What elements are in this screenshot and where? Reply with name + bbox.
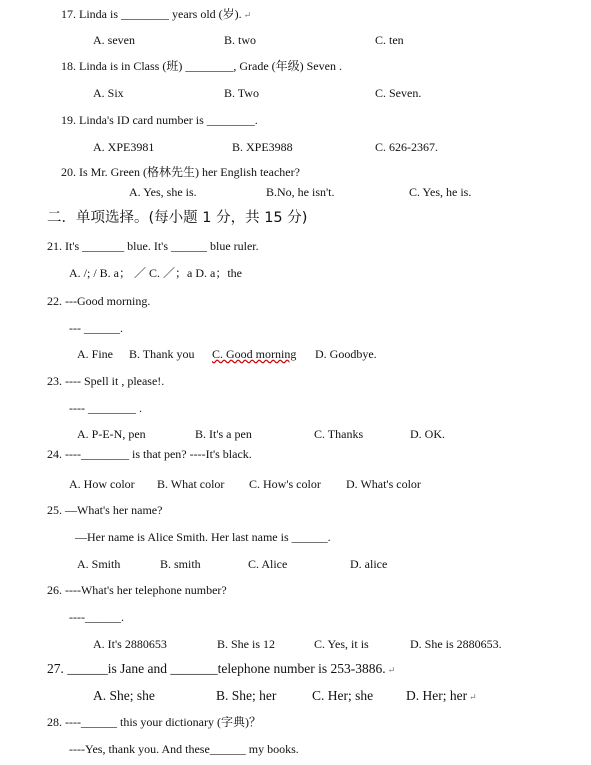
section-heading: 二．单项选择。(每小题 1 分，共 15 分): [47, 210, 308, 226]
question-27: [47, 662, 395, 677]
q26-answer-blank: ----______.: [69, 610, 124, 624]
q27-option-c: C. Her; she: [312, 688, 374, 703]
q27-option-a: A. She; she: [93, 688, 155, 703]
q22-option-c: C. Good morning: [212, 347, 297, 361]
q20-option-c: C. Yes, he is.: [409, 185, 472, 199]
q26-option-c: C. Yes, it is: [314, 637, 369, 651]
question-21: 21. It's _______ blue. It's ______ blue ruler.: [47, 239, 259, 253]
paragraph-mark: ↵: [469, 692, 477, 702]
q19-option-c: C. 626-2367.: [375, 140, 438, 154]
question-18: 18. Linda is in Class (班) ________, Grade (年级) Seven .: [61, 59, 342, 73]
question-25-reply: —Her name is Alice Smith. Her last name is ______.: [75, 530, 331, 544]
question-27-text: 27. ______is Jane and _______telephone number is 253-3886.: [47, 661, 386, 676]
question-17: [61, 7, 251, 22]
q25-option-c: C. Alice: [248, 557, 288, 571]
q27-option-d: [406, 689, 477, 704]
paragraph-mark: ↵: [387, 665, 396, 675]
q22-option-d: D. Goodbye.: [315, 347, 377, 361]
question-19: 19. Linda's ID card number is ________.: [61, 113, 258, 127]
question-25: 25. —What's her name?: [47, 503, 163, 517]
paragraph-mark: ↵: [243, 10, 252, 20]
q21-options: A. /; / B. a； ／ C. ／；a D. a；the: [69, 266, 242, 280]
q18-option-b: B. Two: [224, 86, 259, 100]
q18-option-a: A. Six: [93, 86, 124, 100]
q24-option-b: B. What color: [157, 477, 225, 491]
q26-option-b: B. She is 12: [217, 637, 276, 651]
q24-option-d: D. What's color: [346, 477, 421, 491]
q25-option-a: A. Smith: [77, 557, 121, 571]
q24-option-a: A. How color: [69, 477, 135, 491]
q23-option-d: D. OK.: [410, 427, 445, 441]
question-28: 28. ----______ this your dictionary (字典)？: [47, 715, 261, 729]
q24-option-c: C. How's color: [249, 477, 321, 491]
q25-option-b: B. smith: [160, 557, 201, 571]
q22-answer-blank: --- ______.: [69, 321, 123, 335]
q18-option-c: C. Seven.: [375, 86, 422, 100]
q26-option-a: A. It's 2880653: [93, 637, 167, 651]
q17-option-b: B. two: [224, 33, 257, 47]
q23-option-b: B. It's a pen: [195, 427, 252, 441]
question-20: 20. Is Mr. Green (格林先生) her English teacher?: [61, 165, 300, 179]
question-23: 23. ---- Spell it , please!.: [47, 374, 165, 388]
question-22: 22. ---Good morning.: [47, 294, 151, 308]
q20-option-a: A. Yes, she is.: [129, 185, 197, 199]
q26-option-d: D. She is 2880653.: [410, 637, 502, 651]
q22-option-b: B. Thank you: [129, 347, 195, 361]
q23-option-c: C. Thanks: [314, 427, 364, 441]
q19-option-b: B. XPE3988: [232, 140, 293, 154]
q25-option-d: D. alice: [350, 557, 388, 571]
q27-option-b: B. She; her: [216, 688, 277, 703]
question-26: 26. ----What's her telephone number?: [47, 583, 227, 597]
q27-option-d-text: D. Her; her: [406, 688, 468, 703]
q23-answer-blank: ---- ________ .: [69, 401, 142, 415]
question-17-text: 17. Linda is ________ years old (岁).: [61, 7, 242, 21]
q17-option-c: C. ten: [375, 33, 404, 47]
q17-option-a: A. seven: [93, 33, 135, 47]
q23-option-a: A. P-E-N, pen: [77, 427, 146, 441]
question-24: 24. ----________ is that pen? ----It's black.: [47, 447, 252, 461]
q20-option-b: B.No, he isn't.: [266, 185, 335, 199]
question-28-reply: ----Yes, thank you. And these______ my books.: [69, 742, 299, 756]
q22-option-a: A. Fine: [77, 347, 113, 361]
q19-option-a: A. XPE3981: [93, 140, 155, 154]
